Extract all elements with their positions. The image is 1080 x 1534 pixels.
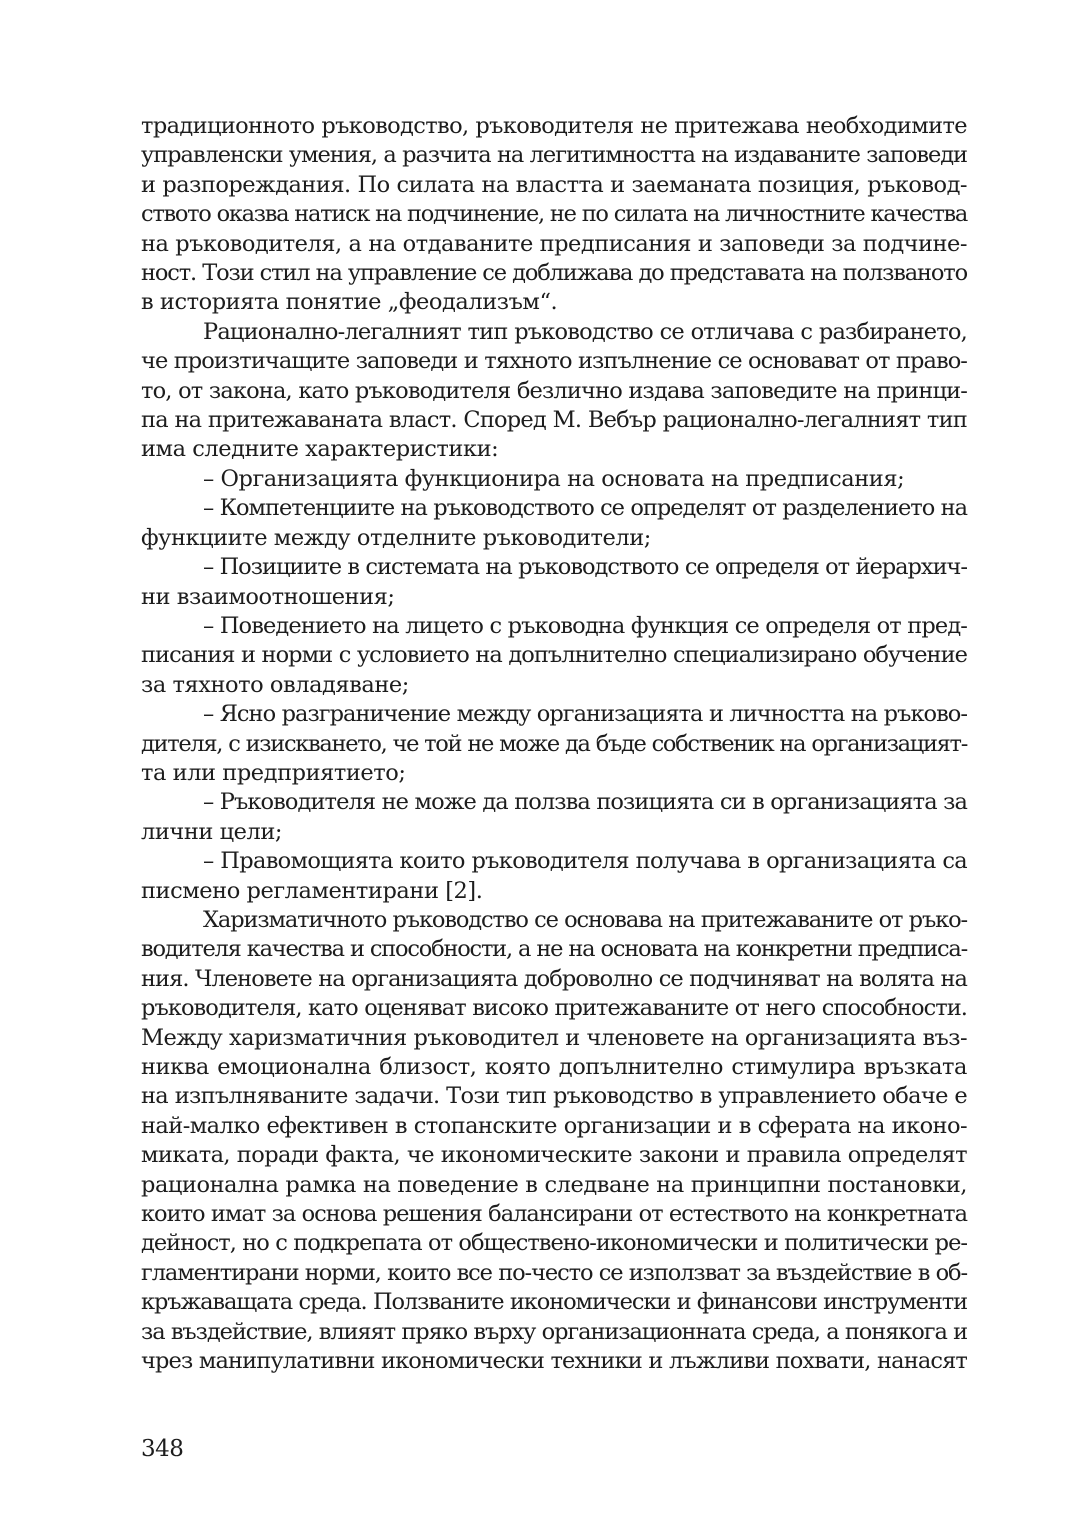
text-line: то, от закона, като ръководителя безлично издава заповедите на принци- bbox=[141, 377, 967, 404]
text-line: дителя, с изискването, че той не може да бъде собственик на организацият- bbox=[141, 730, 967, 757]
list-item bbox=[141, 553, 967, 612]
text-line: ни взаимоотношения; bbox=[141, 583, 395, 610]
paragraph bbox=[141, 112, 967, 318]
text-line: – Организацията функционира на основата на предписания; bbox=[203, 465, 905, 492]
text-line: на изпълняваните задачи. Този тип ръководство в управлението обаче е bbox=[141, 1083, 967, 1110]
text-line: – Ръководителя не може да ползва позицията си в организацията за bbox=[203, 789, 967, 816]
text-line: писания и норми с условието на допълнително специализирано обучение bbox=[141, 642, 967, 669]
text-line: че произтичащите заповеди и тяхното изпълнение се основават от право- bbox=[141, 348, 967, 375]
text-line: рационална рамка на поведение в следване на принципни постановки, bbox=[141, 1171, 967, 1198]
text-line: – Компетенциите на ръководството се определят от разделението на bbox=[203, 495, 967, 522]
text-line: никва емоционална близост, която допълнително стимулира връзката bbox=[141, 1054, 967, 1080]
text-line: на ръководителя, а на отдаваните предписания и заповеди за подчине- bbox=[141, 230, 967, 257]
paragraph bbox=[141, 906, 967, 1377]
text-line: ството оказва натиск на подчинение, не по силата на личностните качества bbox=[141, 201, 967, 228]
text-line: – Ясно разграничение между организацията и личността на ръково- bbox=[203, 701, 967, 728]
list-item bbox=[141, 847, 967, 906]
list-item bbox=[141, 494, 967, 553]
text-line: Харизматичното ръководство се основава на притежаваните от ръко- bbox=[203, 906, 967, 933]
text-line: ръководителя, като оценяват високо притежаваните от него способности. bbox=[141, 995, 967, 1022]
text-line: писмено регламентирани [2]. bbox=[141, 877, 483, 904]
text-line: та или предприятието; bbox=[141, 759, 406, 786]
text-line: миката, поради факта, че икономическите закони и правила определят bbox=[141, 1142, 967, 1169]
text-line: дейност, но с подкрепата от обществено-икономически и политически ре- bbox=[141, 1230, 967, 1257]
text-line: традиционното ръководство, ръководителя не притежава необходимите bbox=[141, 113, 967, 139]
body-text bbox=[141, 112, 967, 1376]
list-item bbox=[141, 612, 967, 700]
text-line: в историята понятие „феодализъм“. bbox=[141, 289, 558, 316]
text-line: най-малко ефективен в стопанските организации и в сферата на иконо- bbox=[141, 1112, 967, 1139]
text-line: – Позициите в системата на ръководството се определя от йерархич- bbox=[203, 554, 967, 581]
text-line: Рационално-легалният тип ръководство се отличава с разбирането, bbox=[203, 318, 967, 345]
text-line: и разпореждания. По силата на властта и заеманата позиция, ръковод- bbox=[141, 171, 967, 198]
text-line: па на притежаваната власт. Според М. Вебър рационално-легалният тип bbox=[141, 407, 967, 434]
list-item bbox=[141, 465, 967, 494]
text-line: ния. Членовете на организацията доброволно се подчиняват на волята на bbox=[141, 965, 967, 992]
text-line: за тяхното овладяване; bbox=[141, 671, 409, 698]
text-line: чрез манипулативни икономически техники и лъжливи похвати, нанасят bbox=[141, 1348, 967, 1375]
text-line: лични цели; bbox=[141, 818, 283, 845]
page-number: 348 bbox=[141, 1436, 184, 1462]
text-line: които имат за основа решения балансирани от естеството на конкретната bbox=[141, 1201, 967, 1228]
text-line: – Правомощията които ръководителя получава в организацията са bbox=[203, 848, 967, 875]
text-line: кръжаващата среда. Ползваните икономически и финансови инструменти bbox=[141, 1289, 967, 1316]
list-item bbox=[141, 700, 967, 788]
text-line: Между харизматичния ръководител и членовете на организацията въз- bbox=[141, 1024, 967, 1051]
text-line: гламентирани норми, които все по-често се използват за въздействие в об- bbox=[141, 1259, 967, 1286]
paragraph bbox=[141, 318, 967, 465]
text-line: ност. Този стил на управление се доближава до представата на ползваното bbox=[141, 260, 967, 287]
text-line: управленски умения, а разчита на легитимността на издаваните заповеди bbox=[141, 142, 967, 169]
list-item bbox=[141, 788, 967, 847]
text-line: водителя качества и способности, а не на основата на конкретни предписа- bbox=[141, 936, 967, 963]
text-line: – Поведението на лицето с ръководна функция се определя от пред- bbox=[203, 612, 967, 639]
text-line: функциите между отделните ръководители; bbox=[141, 524, 651, 551]
text-line: за въздействие, влияят пряко върху организационната среда, а понякога и bbox=[141, 1318, 967, 1345]
text-line: има следните характеристики: bbox=[141, 436, 499, 463]
